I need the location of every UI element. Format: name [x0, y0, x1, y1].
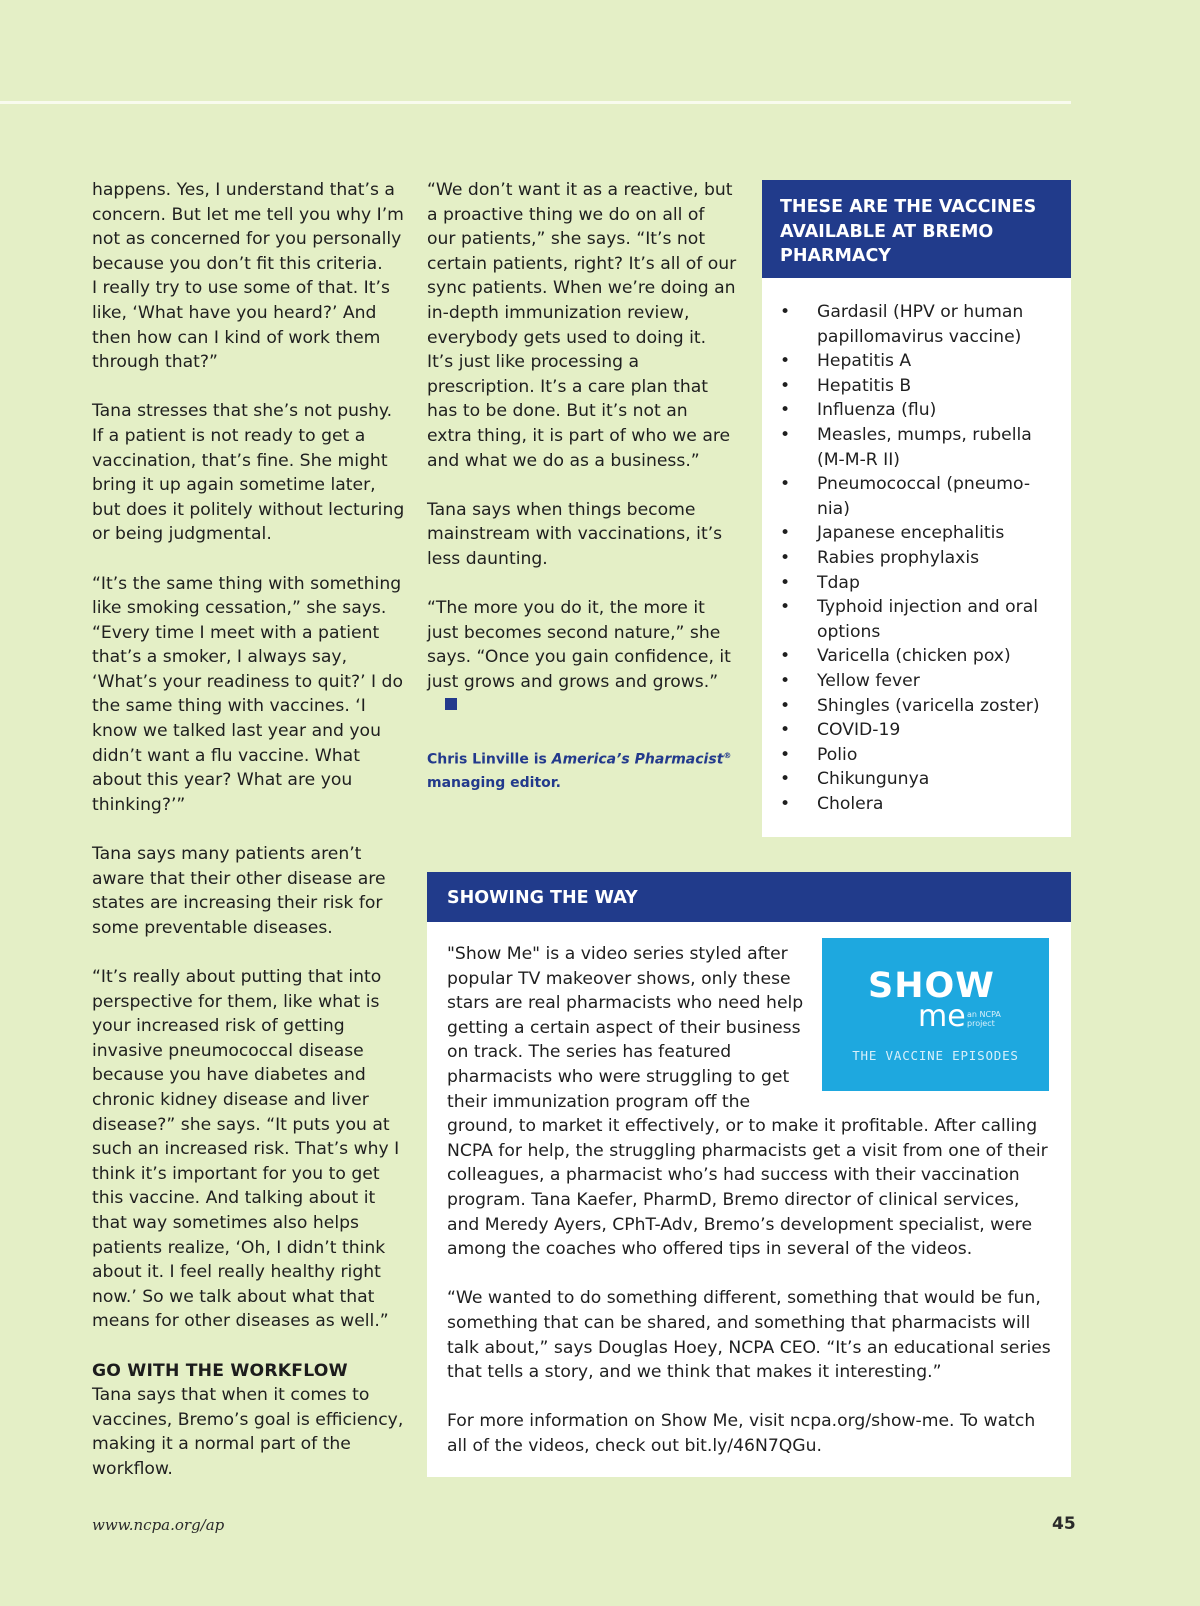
list-item: • Rabies prophylaxis: [780, 546, 1061, 571]
show-me-logo-top: SHOW: [868, 966, 995, 1006]
list-item: • Influenza (flu): [780, 398, 1061, 423]
showing-the-way-body: [427, 922, 1071, 1458]
body-paragraph: “It’s really about putting that into perspective for them, like what is your increased risk of getting invasive pneumococcal disease because you have diabetes and chronic kidney disease and liver disease?” she says. “It puts you at such an increased risk. That’s why I think it’s important for you to get this vaccine. And talking about it that way sometimes also helps patients realize, ‘Oh, I didn’t think about it. I feel really healthy right now.’ So we talk about what that means for other diseases as well.”: [92, 967, 400, 1332]
list-item: • Varicella (chicken pox): [780, 644, 1061, 669]
byline-prefix: Chris Linville is: [427, 751, 552, 768]
footer-url: www.ncpa.org/ap: [92, 1516, 225, 1534]
registered-mark: ®: [723, 750, 732, 760]
vaccine-sidebar: [762, 180, 1071, 837]
section-subhead: GO WITH THE WORKFLOW: [92, 1360, 348, 1381]
show-me-logo-bottom: me: [918, 999, 966, 1034]
showing-the-way-title: SHOWING THE WAY: [427, 872, 1071, 922]
body-paragraph: happens. Yes, I understand that’s a concern. But let me tell you why I’m not as concerned for you personally because you don’t fit this criteria. I really try to use some of that. It’s like, ‘What have you heard?’ And then how can I kind of work them through that?”: [92, 180, 404, 373]
page-number: 45: [1052, 1514, 1076, 1534]
list-item: • Shingles (varicella zoster): [780, 694, 1061, 719]
show-me-logo-sub: an NCPA project: [967, 1010, 1001, 1028]
show-me-logo-image: [822, 938, 1049, 1091]
list-item: • Tdap: [780, 571, 1061, 596]
list-item: • Japanese encephalitis: [780, 521, 1061, 546]
list-item: • Hepatitis B: [780, 374, 1061, 399]
showing-the-way-sidebar: [427, 872, 1071, 1477]
body-paragraph: Tana stresses that she’s not pushy. If a patient is not ready to get a vaccination, that’s fine. She might bring it up again sometime later, but does it politely without lecturing or being judgmental.: [92, 401, 405, 545]
section-block: [92, 1359, 407, 1482]
top-rule: [0, 101, 1071, 104]
end-mark-icon: [445, 698, 457, 710]
byline-publication: America’s Pharmacist: [551, 751, 724, 768]
vaccine-list: [762, 278, 1071, 816]
list-item: • Chikungunya: [780, 767, 1061, 792]
list-item: • Cholera: [780, 792, 1061, 817]
list-item: • COVID-19: [780, 718, 1061, 743]
body-paragraph: Tana says many patients aren’t aware that their other disease are states are increasing their risk for some preventable diseases.: [92, 844, 386, 938]
list-item: • Yellow fever: [780, 669, 1061, 694]
closing-text: “The more you do it, the more it just becomes second nature,” she says. “Once you gain confidence, it just grows and grows and grows.”: [427, 598, 731, 692]
body-paragraph: Tana says when things become mainstream with vaccinations, it’s less daunting.: [427, 499, 723, 569]
body-paragraph: "Show Me" is a video series styled after popular TV makeover shows, only these stars are real pharmacists who need help getting a certain aspect of their business on track. The series has featured pharmacists who were struggling to get their immunization program off the ground, to market it effectively, or to make it profitable. After calling NCPA for help, the struggling pharmacists get a visit from one of their colleagues, a pharmacist who’s had success with their vaccination program. Tana Kaefer, PharmD, Bremo director of clinical services, and Meredy Ayers, CPhT-Adv, Bremo’s development specialist, were among the coaches who offered tips in several of the videos.: [447, 944, 1048, 1260]
body-paragraph: For more information on Show Me, visit ncpa.org/show-me. To watch all of the videos, check out bit.ly/46N7QGu.: [447, 1411, 1036, 1456]
author-byline: [427, 744, 737, 796]
closing-paragraph: [427, 596, 737, 719]
body-paragraph: “It’s the same thing with something like smoking cessation,” she says. “Every time I meet with a patient that’s a smoker, I always say, ‘What’s your readiness to quit?’ I do the same thing with vaccines. ‘I know we talked last year and you didn’t want a flu vaccine. What about this year? What are you thinking?’”: [92, 573, 403, 815]
body-paragraph: “We wanted to do something different, something that would be fun, something that can be shared, and something that pharmacists will talk about,” says Douglas Hoey, NCPA CEO. “It’s an educational series that tells a story, and we think that makes it interesting.”: [447, 1288, 1051, 1383]
list-item: • Gardasil (HPV or human papillomavirus vaccine): [780, 300, 1061, 349]
body-paragraph: Tana says that when it comes to vaccines, Bremo’s goal is efficiency, making it a normal part of the workflow.: [92, 1385, 404, 1479]
list-item: • Typhoid injection and oral options: [780, 595, 1061, 644]
vaccine-sidebar-title: THESE ARE THE VACCINES AVAILABLE AT BREMO PHARMACY: [762, 180, 1071, 278]
article-column-2: [427, 178, 737, 795]
list-item: • Measles, mumps, rubella (M-M-R II): [780, 423, 1061, 472]
byline-suffix: managing editor.: [427, 775, 561, 792]
list-item: • Pneumococcal (pneumo- nia): [780, 472, 1061, 521]
list-item: • Polio: [780, 743, 1061, 768]
body-paragraph: “We don’t want it as a reactive, but a proactive thing we do on all of our patients,” she says. “It’s not certain patients, right? It’s all of our sync patients. When we’re doing an in-depth immunization review, everybody gets used to doing it. It’s just like processing a prescription. It’s a care plan that has to be done. But it’s not an extra thing, it is part of who we are and what we do as a business.”: [427, 180, 737, 471]
list-item: • Hepatitis A: [780, 349, 1061, 374]
article-column-1: [92, 178, 407, 1481]
show-me-tagline: THE VACCINE EPISODES: [852, 1048, 1019, 1063]
